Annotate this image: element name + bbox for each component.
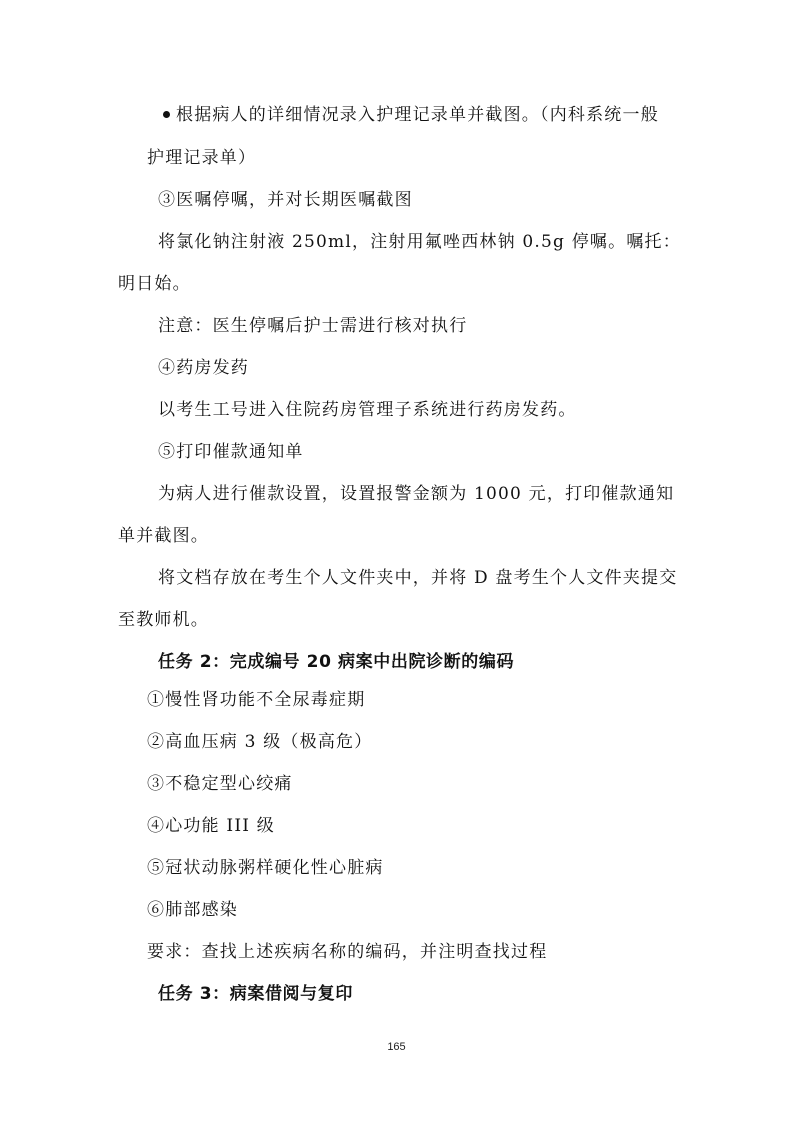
requirement-line: 要求：查找上述疾病名称的编码，并注明查找过程 bbox=[147, 942, 548, 962]
text-line: 将文档存放在考生个人文件夹中，并将 D 盘考生个人文件夹提交 bbox=[158, 568, 678, 588]
diagnosis-item: ③不稳定型心绞痛 bbox=[147, 774, 293, 794]
text-line: 为病人进行催款设置，设置报警金额为 1000 元，打印催款通知 bbox=[158, 484, 675, 504]
diagnosis-item: ①慢性肾功能不全尿毒症期 bbox=[147, 690, 366, 710]
diagnosis-item: ⑤冠状动脉粥样硬化性心脏病 bbox=[147, 858, 384, 878]
task-3-heading: 任务 3：病案借阅与复印 bbox=[158, 984, 353, 1004]
bullet-dot-icon bbox=[163, 111, 170, 118]
text-line: 护理记录单） bbox=[147, 148, 257, 168]
step-heading-payment-notice: ⑤打印催款通知单 bbox=[158, 442, 304, 462]
task-2-heading: 任务 2：完成编号 20 病案中出院诊断的编码 bbox=[158, 652, 515, 672]
step-heading-pharmacy: ④药房发药 bbox=[158, 358, 249, 378]
diagnosis-item: ②高血压病 3 级（极高危） bbox=[147, 732, 373, 752]
note-line: 注意：医生停嘱后护士需进行核对执行 bbox=[158, 316, 468, 336]
diagnosis-item: ④心功能 III 级 bbox=[147, 816, 275, 836]
text-line: 明日始。 bbox=[118, 274, 191, 294]
text-line: 将氯化钠注射液 250ml，注射用氟唑西林钠 0.5g 停嘱。嘱托： bbox=[158, 232, 681, 252]
text-line: 至教师机。 bbox=[118, 610, 209, 630]
text-line: 以考生工号进入住院药房管理子系统进行药房发药。 bbox=[158, 400, 577, 420]
text-line: 根据病人的详细情况录入护理记录单并截图。（内科系统一般 bbox=[176, 105, 659, 125]
step-heading-stop-order: ③医嘱停嘱，并对长期医嘱截图 bbox=[158, 190, 413, 210]
diagnosis-item: ⑥肺部感染 bbox=[147, 900, 238, 920]
text-line: 单并截图。 bbox=[118, 526, 209, 546]
page-number: 165 bbox=[387, 1041, 406, 1053]
bullet-item-nursing-record bbox=[163, 104, 659, 126]
